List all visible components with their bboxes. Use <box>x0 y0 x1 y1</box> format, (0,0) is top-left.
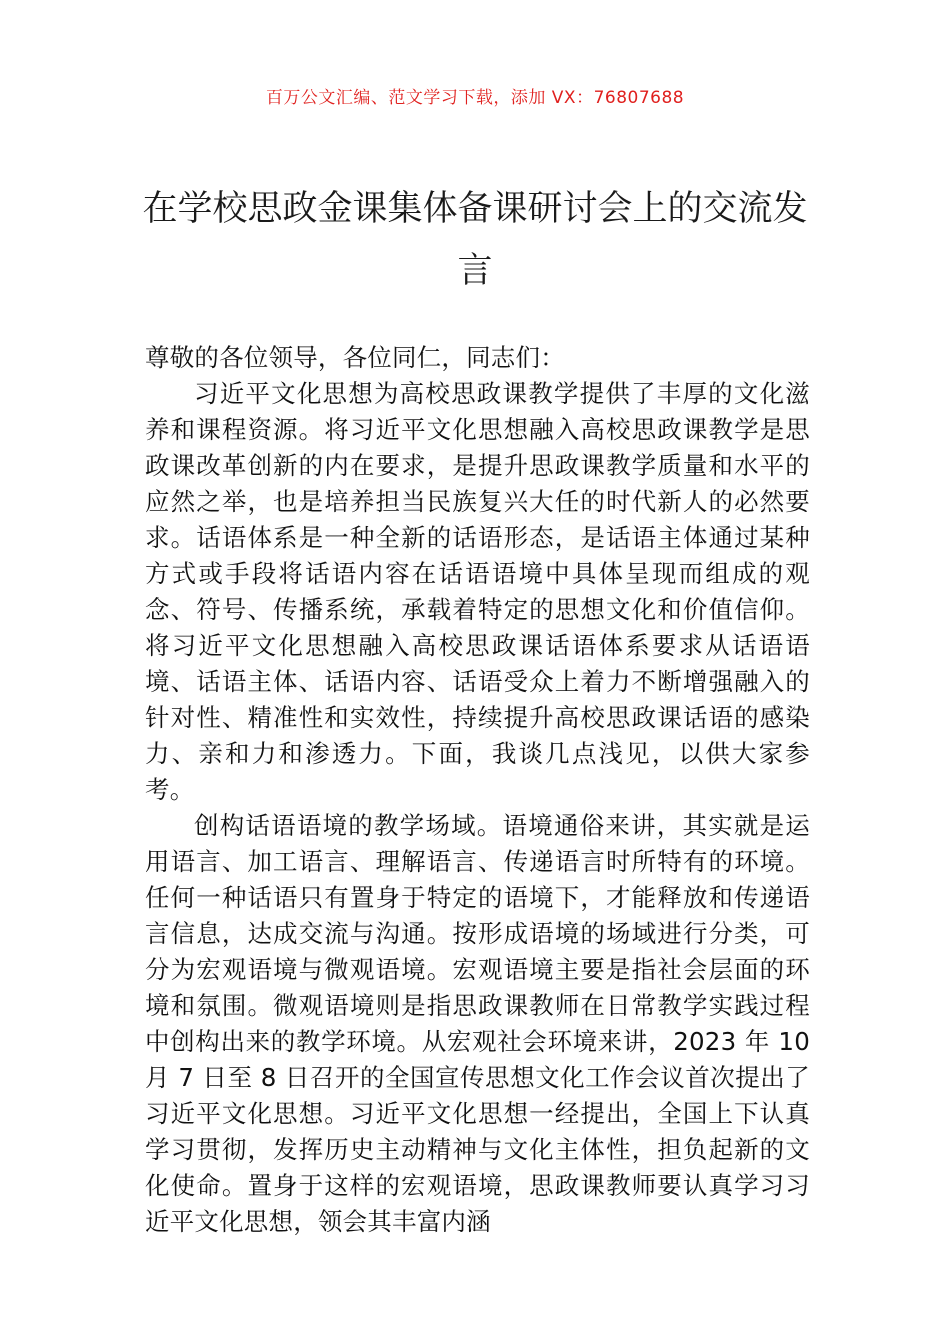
salutation: 尊敬的各位领导，各位同仁，同志们： <box>145 343 565 372</box>
header-note: 百万公文汇编、范文学习下载，添加 VX：76807688 <box>265 88 685 108</box>
paragraph: 创构话语语境的教学场域。语境通俗来讲，其实就是运用语言、加工语言、理解语言、传递语言时所特有的环境。任何一种话语只有置身于特定的语境下，才能释放和传递语言信息，达成交流与沟通。按形成语境的场域进行分类，可分为宏观语境与微观语境。宏观语境主要是指社会层面的环境和氛围。微观语境则是指思政课教师在日常教学实践过程中创构出来的教学环境。从宏观社会环境来讲，2023 年 10 月 7 日至 8 日召开的全国宣传思想文化工作会议首次提出了习近平文化思想。习近平文化思想一经提出，全国上下认真学习贯彻，发挥历史主动精神与文化主体性，担负起新的文化使命。置身于这样的宏观语境，思政课教师要认真学习习近平文化思想，领会其丰富内涵 <box>145 811 810 1236</box>
paragraph: 习近平文化思想为高校思政课教学提供了丰厚的文化滋养和课程资源。将习近平文化思想融入高校思政课教学是思政课改革创新的内在要求，是提升思政课教学质量和水平的应然之举，也是培养担当民族复兴大任的时代新人的必然要求。话语体系是一种全新的话语形态，是话语主体通过某种方式或手段将话语内容在话语语境中具体呈现而组成的观念、符号、传播系统，承载着特定的思想文化和价值信仰。将习近平文化思想融入高校思政课话语体系要求从话语语境、话语主体、话语内容、话语受众上着力不断增强融入的针对性、精准性和实效性，持续提升高校思政课话语的感染力、亲和力和渗透力。下面，我谈几点浅见，以供大家参考。 <box>145 379 810 804</box>
document-body <box>145 340 810 1240</box>
document-title: 在学校思政金课集体备课研讨会上的交流发言 <box>142 189 808 291</box>
